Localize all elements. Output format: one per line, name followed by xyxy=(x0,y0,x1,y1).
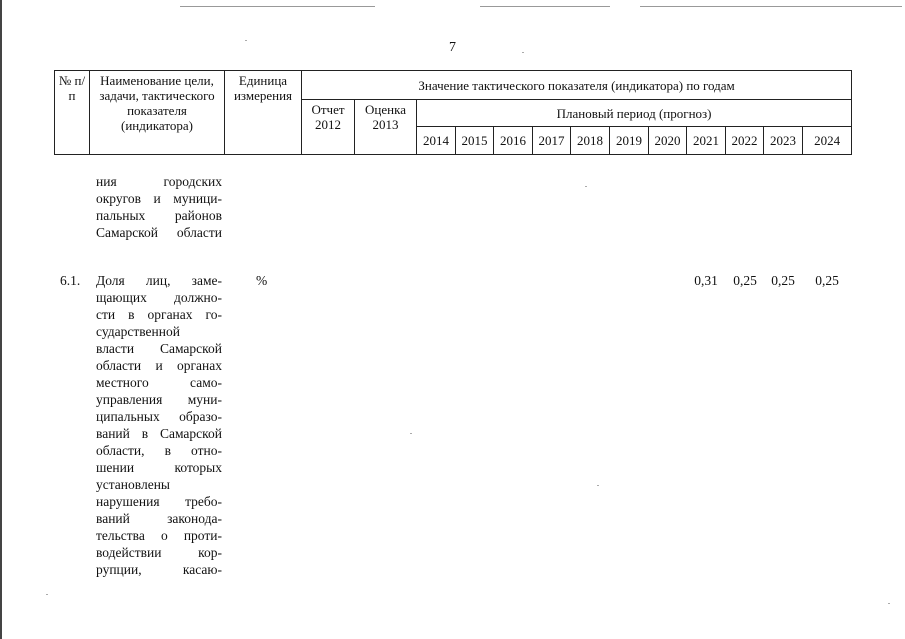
scan-speck xyxy=(597,485,599,486)
scan-top-line xyxy=(180,6,375,7)
header-year: 2024 xyxy=(803,127,852,155)
scan-top-line xyxy=(480,6,610,7)
header-col-number: № п/п xyxy=(55,71,90,155)
scan-top-line xyxy=(640,6,902,7)
scan-speck xyxy=(585,186,587,187)
header-year: 2023 xyxy=(764,127,803,155)
header-year: 2022 xyxy=(726,127,764,155)
scan-speck xyxy=(245,40,247,41)
header-year: 2015 xyxy=(456,127,494,155)
value-2021: 0,31 xyxy=(694,273,718,288)
header-year: 2017 xyxy=(533,127,571,155)
scan-speck xyxy=(46,594,48,595)
unit-value: % xyxy=(256,273,268,288)
header-year: 2019 xyxy=(610,127,649,155)
header-year: 2018 xyxy=(571,127,610,155)
scan-speck xyxy=(410,433,412,434)
scan-speck xyxy=(522,52,524,53)
header-col-unit: Единица измерения xyxy=(225,71,302,155)
scan-speck xyxy=(888,603,890,604)
indicator-table-header xyxy=(54,70,852,155)
continued-name-text: ния городских округов и муници- пальных районов Самарской области xyxy=(96,174,222,240)
header-plan-period: Плановый период (прогноз) xyxy=(417,100,852,127)
header-estimate-2013: Оценка 2013 xyxy=(355,100,417,155)
header-col-name: Наименование цели, задачи, тактического показателя (индикатора) xyxy=(90,71,225,155)
value-2023: 0,25 xyxy=(771,273,795,288)
page-number: 7 xyxy=(449,40,456,55)
header-year: 2021 xyxy=(687,127,726,155)
header-year: 2016 xyxy=(494,127,533,155)
header-report-2012: Отчет 2012 xyxy=(302,100,355,155)
indicator-name-text: Доля лиц, заме- щающих должно- сти в органах го- сударственной власти Самарской области и органах местного само- управления муни- ципальных образо- ваний в Самарской области, в отно- шении которых установлены нарушения требо- ваний законода- тельства о проти- водействии кор- рупции, касаю- xyxy=(96,273,222,577)
header-values-by-year: Значение тактического показателя (индикатора) по годам xyxy=(302,71,852,100)
row-number: 6.1. xyxy=(60,273,81,288)
scan-left-border xyxy=(0,0,2,639)
header-year: 2020 xyxy=(649,127,687,155)
value-2024: 0,25 xyxy=(815,273,839,288)
header-year: 2014 xyxy=(417,127,456,155)
value-2022: 0,25 xyxy=(733,273,757,288)
